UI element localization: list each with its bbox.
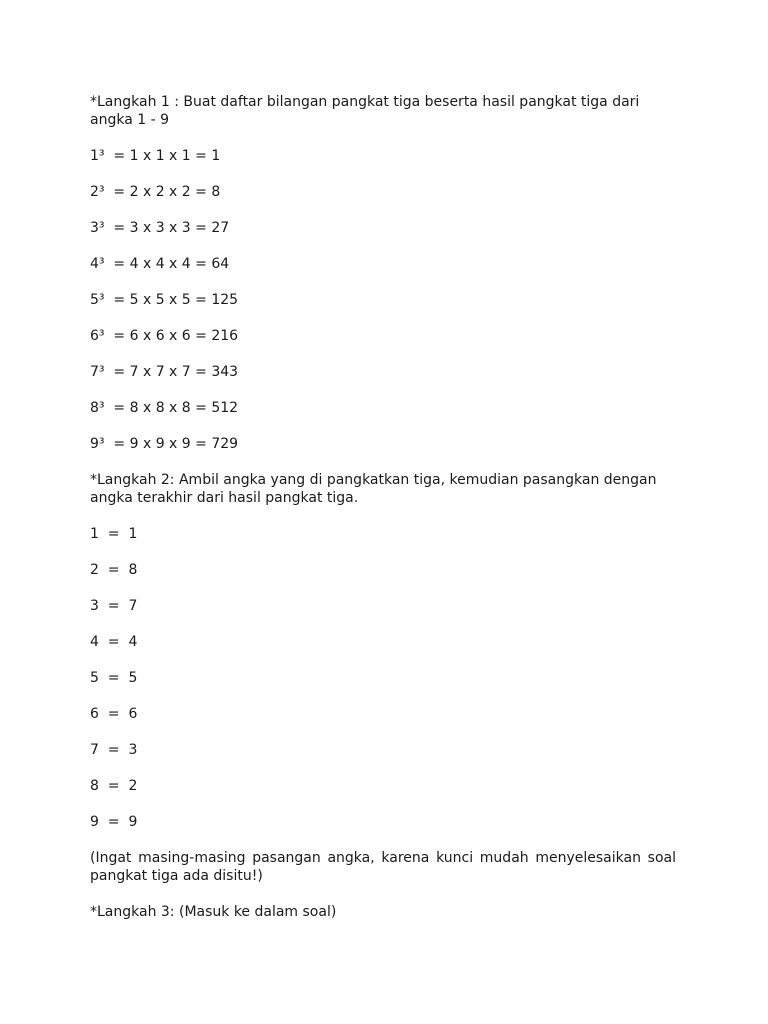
cube-line: 1³ = 1 x 1 x 1 = 1 bbox=[90, 148, 221, 164]
document-page bbox=[90, 93, 676, 939]
cube-line: 9³ = 9 x 9 x 9 = 729 bbox=[90, 436, 239, 452]
cube-list bbox=[90, 147, 676, 453]
cube-line: 5³ = 5 x 5 x 5 = 125 bbox=[90, 292, 239, 308]
note-paragraph: (Ingat masing-masing pasangan angka, karena kunci mudah menyelesaikan soal pangkat tiga ada disitu!) bbox=[90, 850, 676, 884]
step-1-heading: *Langkah 1 : Buat daftar bilangan pangkat tiga beserta hasil pangkat tiga dari angka 1 - 9 bbox=[90, 94, 640, 128]
step-3-heading: *Langkah 3: (Masuk ke dalam soal) bbox=[90, 904, 337, 920]
pair-line: 4 = 4 bbox=[90, 634, 138, 650]
pair-line: 5 = 5 bbox=[90, 670, 138, 686]
cube-line: 6³ = 6 x 6 x 6 = 216 bbox=[90, 328, 239, 344]
pair-line: 6 = 6 bbox=[90, 706, 138, 722]
cube-line: 8³ = 8 x 8 x 8 = 512 bbox=[90, 400, 239, 416]
cube-line: 3³ = 3 x 3 x 3 = 27 bbox=[90, 220, 230, 236]
pair-line: 2 = 8 bbox=[90, 562, 138, 578]
cube-line: 7³ = 7 x 7 x 7 = 343 bbox=[90, 364, 239, 380]
step-2-heading: *Langkah 2: Ambil angka yang di pangkatkan tiga, kemudian pasangkan dengan angka terakhir dari hasil pangkat tiga. bbox=[90, 472, 657, 506]
pair-list bbox=[90, 525, 676, 831]
cube-line: 2³ = 2 x 2 x 2 = 8 bbox=[90, 184, 221, 200]
cube-line: 4³ = 4 x 4 x 4 = 64 bbox=[90, 256, 230, 272]
pair-line: 8 = 2 bbox=[90, 778, 138, 794]
pair-line: 9 = 9 bbox=[90, 814, 138, 830]
pair-line: 1 = 1 bbox=[90, 526, 138, 542]
pair-line: 3 = 7 bbox=[90, 598, 138, 614]
pair-line: 7 = 3 bbox=[90, 742, 138, 758]
